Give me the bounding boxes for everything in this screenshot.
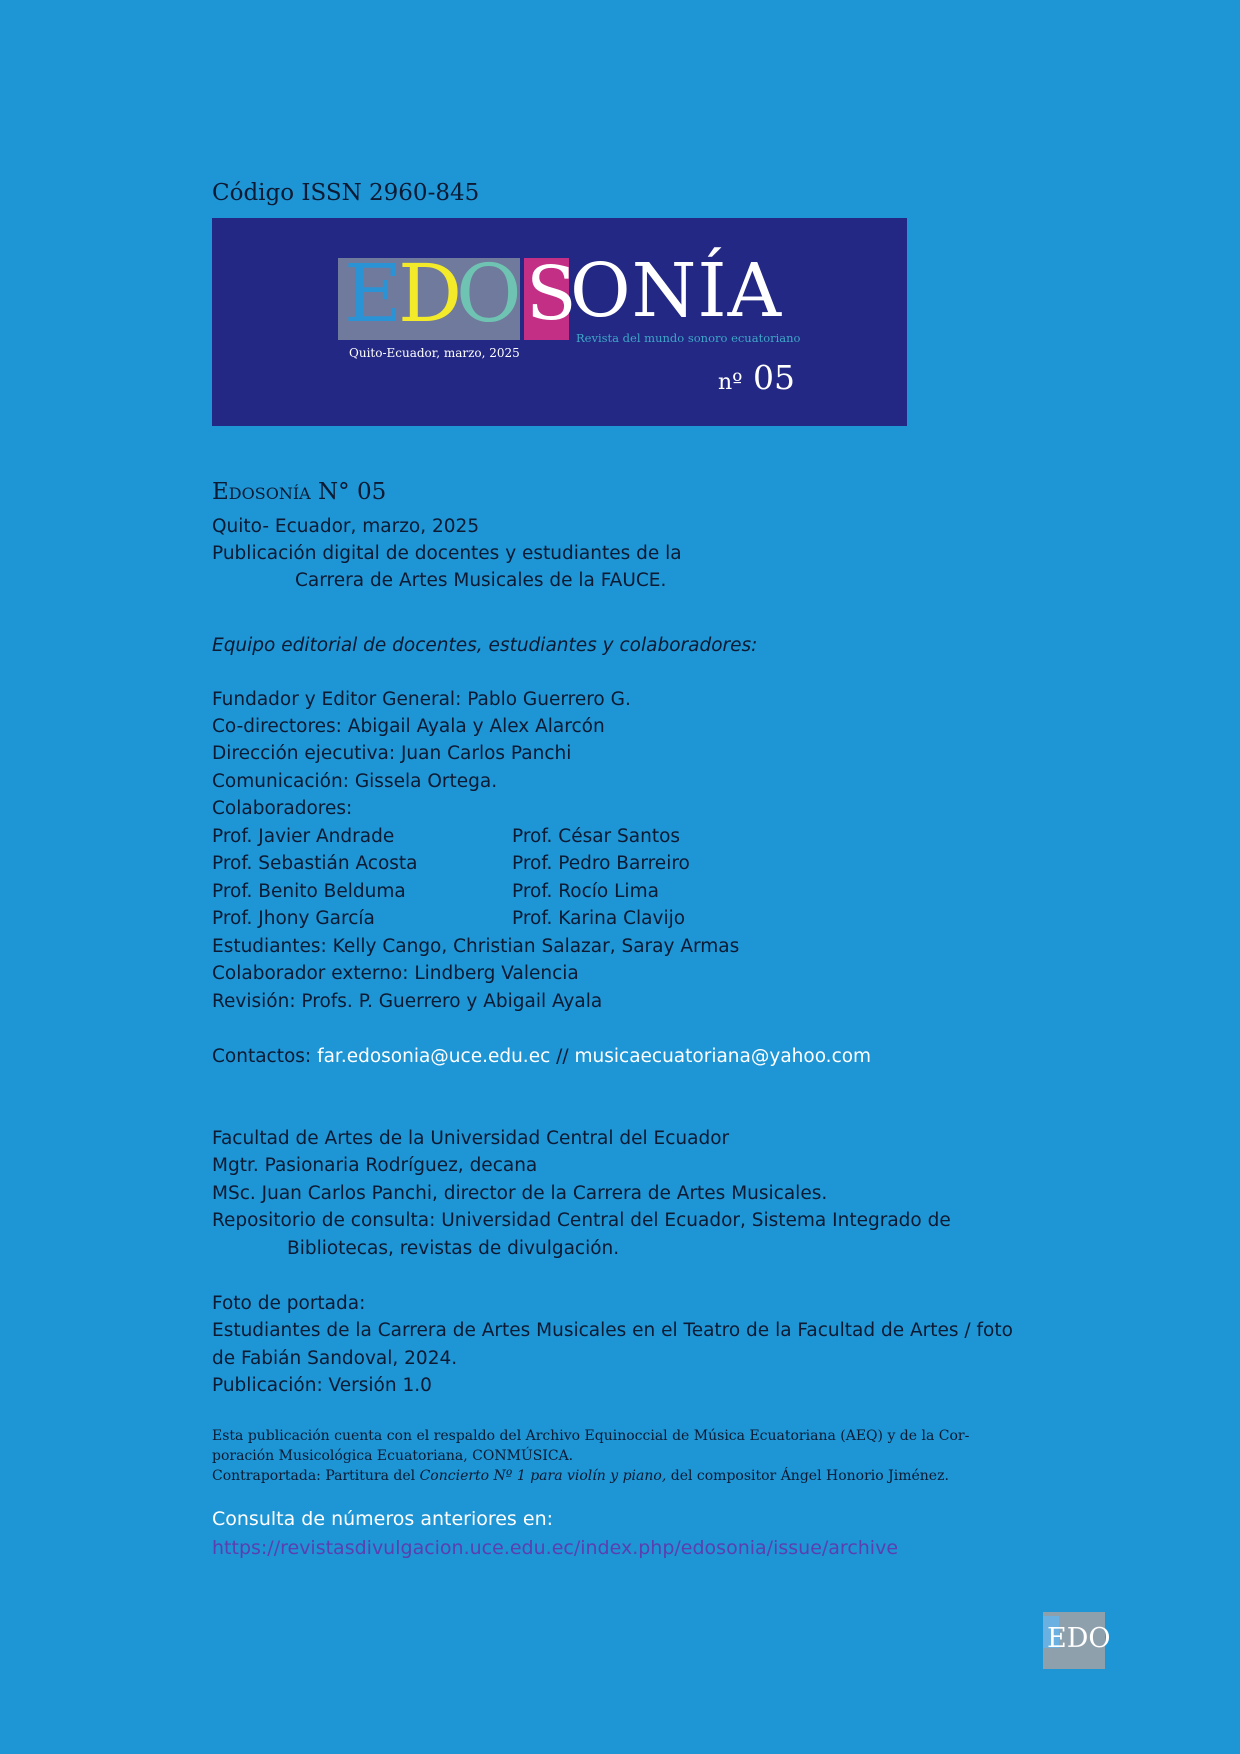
team-communication: Comunicación: Gissela Ortega. xyxy=(212,771,498,792)
logo-letter-o: O xyxy=(456,247,522,340)
fine-print-line3 xyxy=(212,1466,969,1486)
faculty-line4: Repositorio de consulta: Universidad Central del Ecuador, Sistema Integrado de xyxy=(212,1210,951,1231)
collaborator-name: Prof. Jhony García xyxy=(212,908,375,929)
journal-title xyxy=(212,479,386,505)
collaborator-name: Prof. Karina Clavijo xyxy=(512,908,686,929)
team-executive: Dirección ejecutiva: Juan Carlos Panchi xyxy=(212,743,572,764)
team-codirectors: Co-directores: Abigail Ayala y Alex Alarcón xyxy=(212,716,605,737)
archive-link[interactable]: https://revistasdivulgacion.uce.edu.ec/index.php/edosonia/issue/archive xyxy=(212,1537,899,1559)
logo-wordmark-rest: ONÍA xyxy=(570,248,783,334)
team-heading: Equipo editorial de docentes, estudiantes y colaboradores: xyxy=(212,635,758,656)
photo-caption-line1: Estudiantes de la Carrera de Artes Musicales en el Teatro de la Facultad de Artes / foto xyxy=(212,1320,1013,1341)
collaborator-name: Prof. Javier Andrade xyxy=(212,826,395,847)
collaborator-name: Prof. Benito Belduma xyxy=(212,881,406,902)
team-collaborators-label: Colaboradores: xyxy=(212,798,353,819)
collaborator-row xyxy=(212,850,812,878)
footer-logo: EDO xyxy=(1047,1623,1111,1654)
info-place: Quito- Ecuador, marzo, 2025 xyxy=(212,516,480,537)
issue-number xyxy=(718,358,795,397)
contact-email-yahoo[interactable]: musicaecuatoriana@yahoo.com xyxy=(574,1046,872,1067)
issn-code: Código ISSN 2960-845 xyxy=(212,180,480,206)
banner-place-date: Quito-Ecuador, marzo, 2025 xyxy=(349,346,520,360)
publication-version: Publicación: Versión 1.0 xyxy=(212,1375,432,1396)
issue-number-value: 05 xyxy=(753,358,796,397)
archive-section xyxy=(212,1505,898,1563)
faculty-line2: Mgtr. Pasionaria Rodríguez, decana xyxy=(212,1155,538,1176)
fine-print-line1: Esta publicación cuenta con el respaldo del Archivo Equinoccial de Música Ecuatoriana (AEQ) y de la Cor- xyxy=(212,1428,970,1444)
issue-number-prefix: nº xyxy=(718,370,743,395)
team-founder: Fundador y Editor General: Pablo Guerrero G. xyxy=(212,689,631,710)
fine-print-line2: poración Musicológica Ecuatoriana, CONMÚSICA. xyxy=(212,1448,574,1464)
collaborator-name: Prof. César Santos xyxy=(512,826,681,847)
contacts-separator: // xyxy=(556,1046,569,1067)
team-students: Estudiantes: Kelly Cango, Christian Salazar, Saray Armas xyxy=(212,936,740,957)
collaborator-name: Prof. Sebastián Acosta xyxy=(212,853,418,874)
faculty-line1: Facultad de Artes de la Universidad Central del Ecuador xyxy=(212,1128,730,1149)
info-pub-line2: Carrera de Artes Musicales de la FAUCE. xyxy=(295,570,667,591)
contacts-label: Contactos: xyxy=(212,1046,312,1067)
logo-letter-e: E xyxy=(344,247,403,340)
collaborator-row xyxy=(212,823,812,851)
team-external: Colaborador externo: Lindberg Valencia xyxy=(212,963,579,984)
banner-tagline: Revista del mundo sonoro ecuatoriano xyxy=(576,331,801,345)
contacts-line xyxy=(212,1043,871,1071)
fine-print-composer: del compositor Ángel Honorio Jiménez. xyxy=(666,1468,949,1484)
journal-issue: N° 05 xyxy=(318,479,387,505)
fine-print-back-cover: Contraportada: Partitura del xyxy=(212,1468,420,1484)
faculty-line3: MSc. Juan Carlos Panchi, director de la Carrera de Artes Musicales. xyxy=(212,1183,828,1204)
photo-label: Foto de portada: xyxy=(212,1293,366,1314)
fine-print xyxy=(212,1426,969,1486)
journal-name: Edosonía xyxy=(212,479,311,505)
masthead-banner xyxy=(212,218,907,426)
contact-email-edosonia[interactable]: far.edosonia@uce.edu.ec xyxy=(317,1046,551,1067)
faculty-line5: Bibliotecas, revistas de divulgación. xyxy=(287,1238,620,1259)
collaborator-row xyxy=(212,878,812,906)
info-pub-line1: Publicación digital de docentes y estudiantes de la xyxy=(212,543,682,564)
team-review: Revisión: Profs. P. Guerrero y Abigail Ayala xyxy=(212,991,603,1012)
fine-print-work-title: Concierto Nº 1 para violín y piano, xyxy=(419,1468,667,1484)
photo-caption-line2: de Fabián Sandoval, 2024. xyxy=(212,1348,458,1369)
collaborator-name: Prof. Rocío Lima xyxy=(512,881,659,902)
logo-letter-d: D xyxy=(398,247,463,340)
archive-label: Consulta de números anteriores en: xyxy=(212,1508,554,1530)
collaborator-name: Prof. Pedro Barreiro xyxy=(512,853,690,874)
collaborator-row xyxy=(212,905,812,933)
logo-letter-s: S xyxy=(526,251,577,337)
